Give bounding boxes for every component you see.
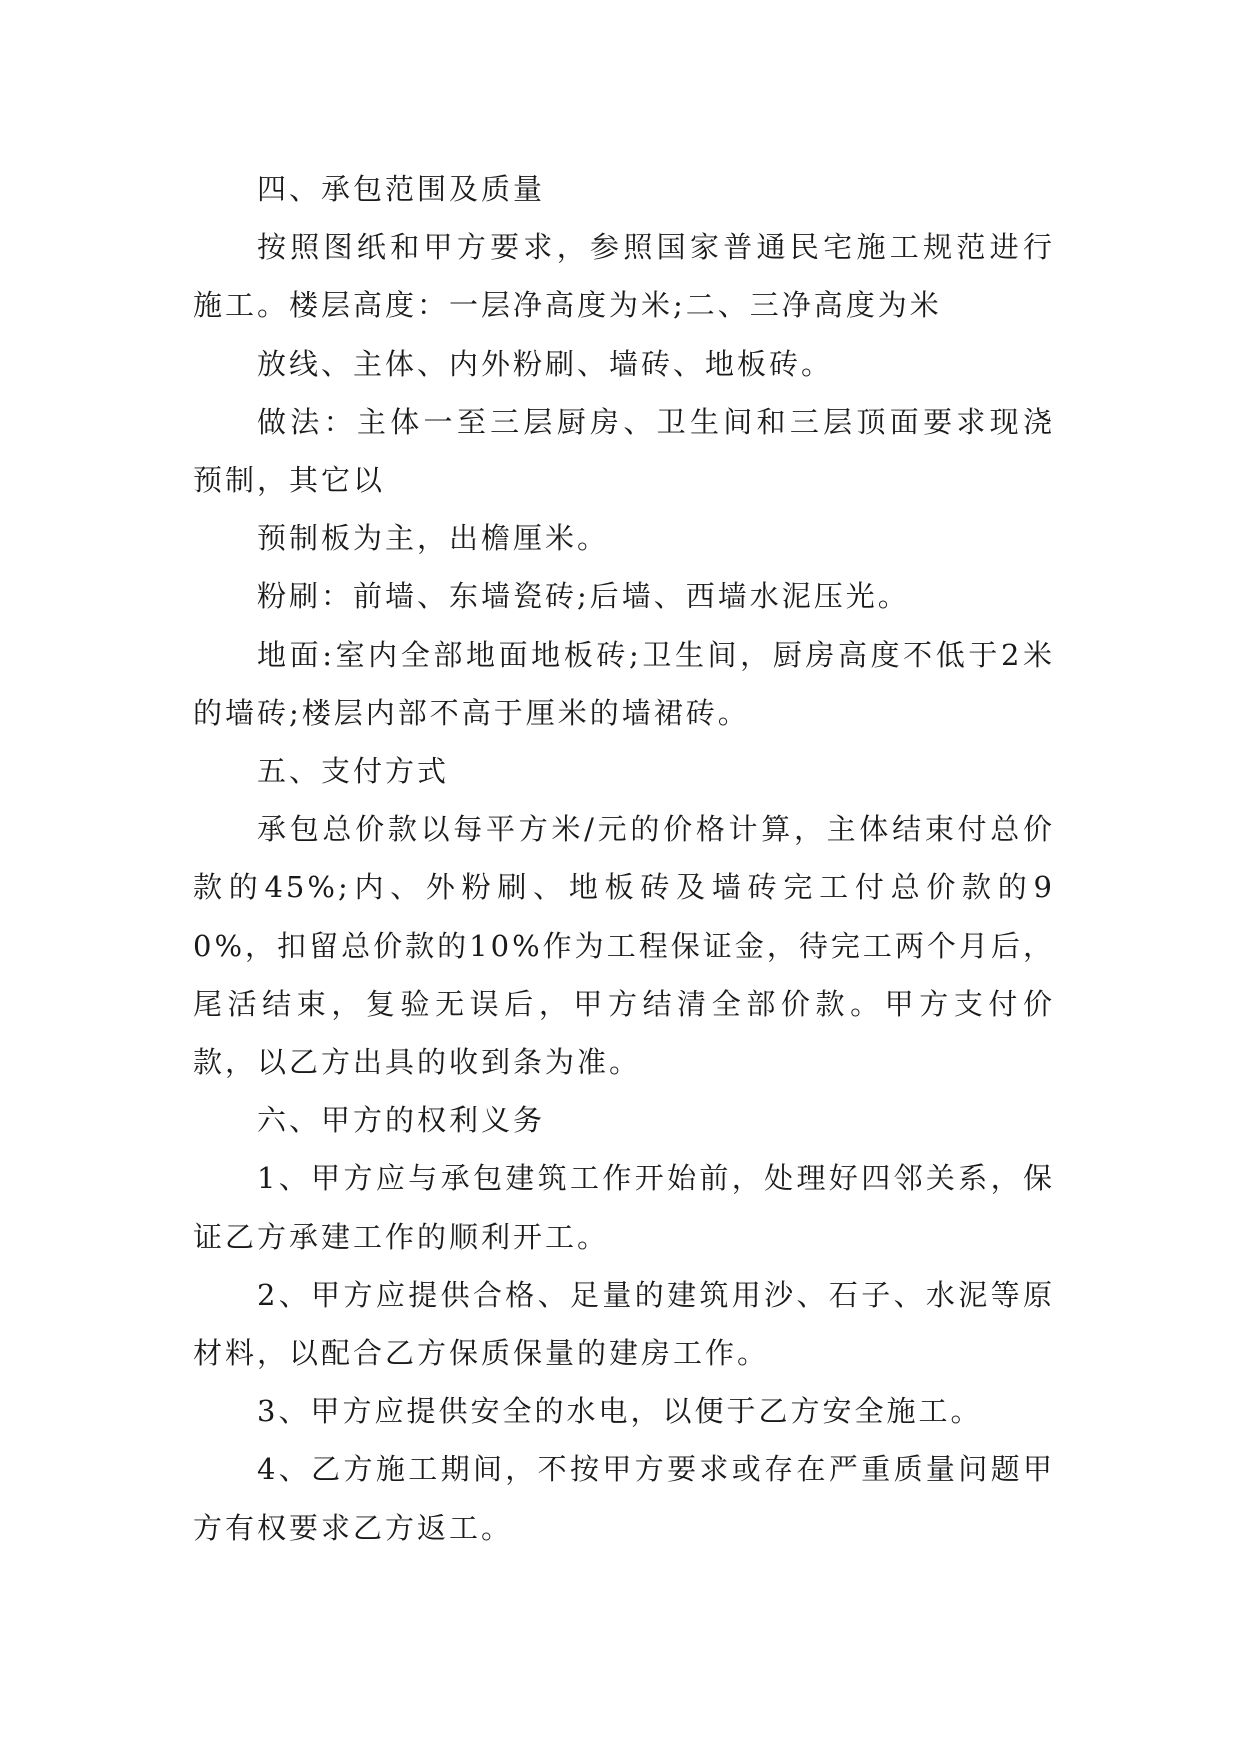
paragraph-plaster: 粉刷：前墙、东墙瓷砖;后墙、西墙水泥压光。	[257, 579, 910, 614]
list-item-1: 1、甲方应与承包建筑工作开始前，处理好四邻关系，保证乙方承建工作的顺利开工。	[193, 1161, 1055, 1254]
section-heading-party-a-rights: 六、甲方的权利义务	[257, 1103, 546, 1138]
list-item-2: 2、甲方应提供合格、足量的建筑用沙、石子、水泥等原材料，以配合乙方保质保量的建房工作。	[193, 1277, 1055, 1371]
section-heading-scope: 四、承包范围及质量	[257, 172, 546, 206]
paragraph-method: 做法：主体一至三层厨房、卫生间和三层顶面要求现浇预制，其它以	[193, 404, 1055, 498]
list-item-4: 4、乙方施工期间，不按甲方要求或存在严重质量问题甲方有权要求乙方返工。	[193, 1452, 1055, 1545]
paragraph-floor: 地面:室内全部地面地板砖;卫生间，厨房高度不低于2米的墙砖;楼层内部不高于厘米的墙裙砖。	[193, 637, 1055, 730]
paragraph-work-items: 放线、主体、内外粉刷、墙砖、地板砖。	[257, 346, 834, 381]
document-body	[193, 160, 1055, 1557]
list-item-3: 3、甲方应提供安全的水电，以便于乙方安全施工。	[257, 1394, 983, 1429]
section-heading-payment: 五、支付方式	[257, 754, 450, 789]
paragraph-precast: 预制板为主，出檐厘米。	[257, 521, 610, 556]
paragraph-construction-standard: 按照图纸和甲方要求，参照国家普通民宅施工规范进行施工。楼层高度：一层净高度为米;二、三净高度为米	[193, 230, 1055, 323]
paragraph-payment-terms: 承包总价款以每平方米/元的价格计算，主体结束付总价款的45%;内、外粉刷、地板砖及墙砖完工付总价款的90%，扣留总价款的10%作为工程保证金，待完工两个月后，尾活结束，复验无误后，甲方结清全部价款。甲方支付价款，以乙方出具的收到条为准。	[193, 812, 1055, 1080]
